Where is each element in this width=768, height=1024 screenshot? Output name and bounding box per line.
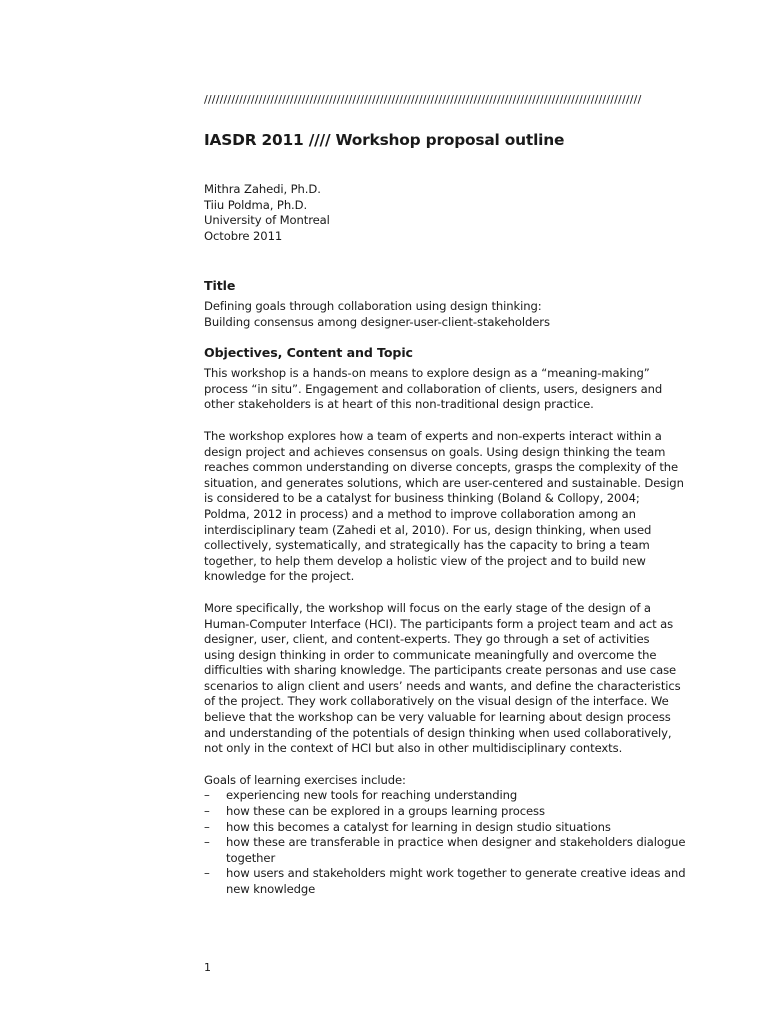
text-line: new knowledge	[226, 882, 316, 896]
section-heading-title: Title	[204, 278, 236, 293]
text-line: collectively, systematically, and strategically has the capacity to bring a team	[204, 538, 650, 553]
section-heading-objectives: Objectives, Content and Topic	[204, 345, 413, 361]
text-line: how these are transferable in practice when designer and stakeholders dialogue	[226, 835, 686, 850]
text-line: how this becomes a catalyst for learning in design studio situations	[226, 819, 611, 834]
proposal-title-text	[204, 299, 694, 330]
document-page	[204, 92, 694, 898]
text-line: is considered to be a catalyst for business thinking (Boland & Collopy, 2004;	[204, 491, 640, 506]
list-item	[204, 866, 694, 897]
dash-bullet: –	[204, 804, 210, 819]
text-line: and understanding of the potentials of design thinking when used collaboratively,	[204, 725, 672, 740]
text-line: experiencing new tools for reaching understanding	[226, 788, 518, 803]
dash-bullet: –	[204, 788, 210, 803]
text-line: using design thinking in order to communicate meaningfully and overcome the	[204, 647, 657, 662]
list-item	[204, 820, 694, 836]
text-line: scenarios to align client and users’ needs and wants, and define the characteristics	[204, 678, 681, 693]
document-title: IASDR 2011 //// Workshop proposal outline	[204, 131, 565, 149]
text-line: interdisciplinary team (Zahedi et al, 2010). For us, design thinking, when used	[204, 522, 652, 537]
goals-intro: Goals of learning exercises include:	[204, 772, 406, 787]
dash-bullet: –	[204, 866, 210, 881]
list-item	[204, 788, 694, 804]
dash-bullet: –	[204, 835, 210, 850]
paragraph-intro	[204, 366, 694, 413]
text-line: Defining goals through collaboration using design thinking:	[204, 299, 542, 313]
list-item	[204, 804, 694, 820]
text-line: design project and achieves consensus on goals. Using design thinking the team	[204, 444, 666, 459]
text-line: how these can be explored in a groups learning process	[226, 804, 545, 819]
page-number: 1	[204, 961, 211, 974]
author-line: Tiiu Poldma, Ph.D.	[204, 197, 308, 212]
affiliation-line: University of Montreal	[204, 213, 330, 227]
text-line: together, to help them develop a holistic view of the project and to build new	[204, 553, 646, 568]
text-line: together	[226, 850, 276, 865]
author-line: Mithra Zahedi, Ph.D.	[204, 182, 321, 196]
text-line: not only in the context of HCI but also in other multidisciplinary contexts.	[204, 741, 623, 756]
text-line: of the project. They work collaboratively on the visual design of the interface. We	[204, 694, 669, 709]
list-item	[204, 835, 694, 866]
text-line: reaches common understanding on diverse concepts, grasps the complexity of the	[204, 460, 679, 475]
text-line: believe that the workshop can be very valuable for learning about design process	[204, 710, 671, 725]
text-line: Building consensus among designer-user-client-stakeholders	[204, 314, 550, 329]
text-line: other stakeholders is at heart of this non-traditional design practice.	[204, 397, 594, 412]
date-line: Octobre 2011	[204, 228, 283, 243]
decorative-slash-rule: ////////////////////////////////////////////////////////////////////////////////////////////////////////////////	[204, 93, 642, 106]
dash-bullet: –	[204, 819, 210, 834]
text-line: The workshop explores how a team of experts and non-experts interact within a	[204, 428, 662, 443]
author-block	[204, 182, 694, 244]
text-line: designer, user, client, and content-experts. They go through a set of activities	[204, 632, 650, 647]
text-line: difficulties with sharing knowledge. The participants create personas and use case	[204, 663, 677, 678]
paragraph-more-specifically	[204, 601, 694, 757]
text-line: Poldma, 2012 in process) and a method to improve collaboration among an	[204, 506, 636, 521]
text-line: how users and stakeholders might work together to generate creative ideas and	[226, 866, 686, 881]
goals-list	[204, 788, 694, 897]
text-line: More specifically, the workshop will focus on the early stage of the design of a	[204, 600, 651, 615]
text-line: process “in situ”. Engagement and collaboration of clients, users, designers and	[204, 381, 663, 396]
text-line: situation, and generates solutions, which are user-centered and sustainable. Design	[204, 475, 684, 490]
paragraph-workshop-explores	[204, 429, 694, 585]
text-line: Human-Computer Interface (HCI). The participants form a project team and act as	[204, 616, 674, 631]
text-line: knowledge for the project.	[204, 569, 355, 584]
text-line: This workshop is a hands-on means to explore design as a “meaning-making”	[204, 366, 650, 381]
